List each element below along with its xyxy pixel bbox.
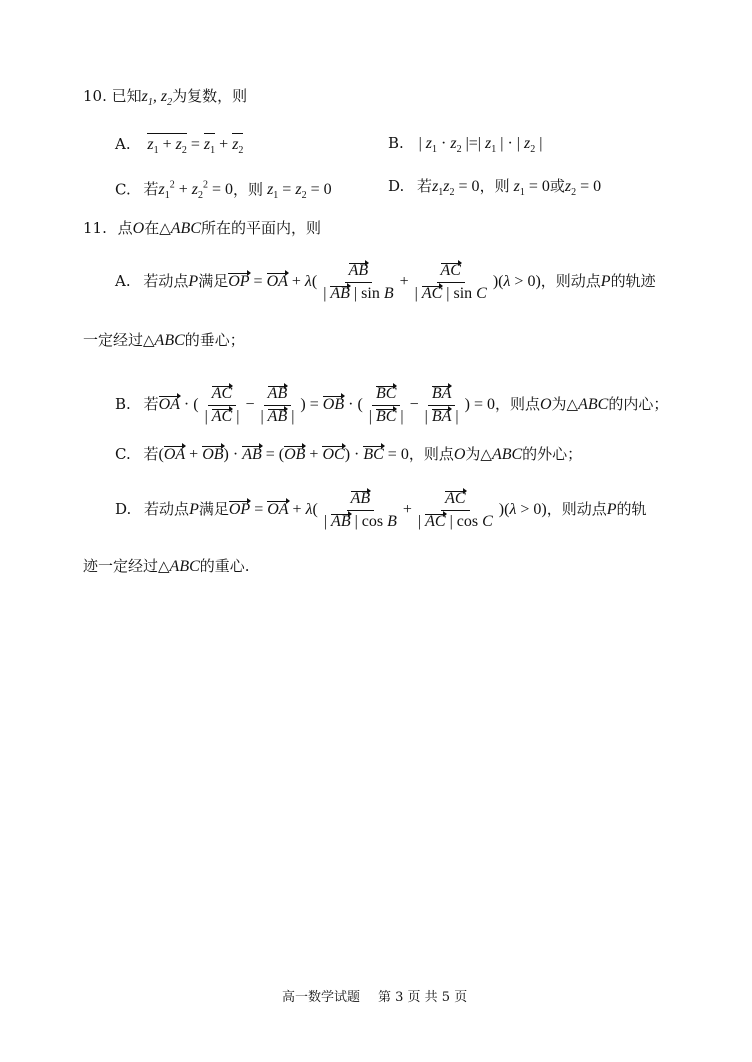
q10-c-text1: 若 <box>143 180 159 199</box>
q10-z-vars: $z_1$, $z_2$ <box>141 88 173 109</box>
q11-d-cont-text2: 的重心. <box>199 557 250 575</box>
q10-d-label: D. <box>388 177 405 195</box>
q10-d-formula3: $z_2 = 0$ <box>564 178 602 199</box>
q10-stem <box>83 86 247 113</box>
q11-d-label: D. <box>115 500 132 519</box>
q11-d-text3: ，则动点 <box>546 500 607 519</box>
q11-triangle-abc: ABC <box>170 220 201 237</box>
q10-c-formula2: $z_1 = z_2 = 0$ <box>267 181 332 202</box>
q11-a-cont-text2: 的垂心； <box>184 331 245 349</box>
q10-c-formula1: $z_1^2 + z_2^2 = 0$ <box>158 180 234 202</box>
q11-option-b <box>115 385 668 426</box>
q11-option-d-cont <box>83 556 250 577</box>
q11-c-abc: ABC <box>491 446 523 463</box>
q10-d-formula1: $z_1z_2 = 0$ <box>432 178 480 199</box>
q10-stem-text: 已知 <box>111 87 142 105</box>
q11-c-text4: 的外心； <box>522 445 583 463</box>
q10-d-text3: 或 <box>549 177 565 195</box>
q11-c-point-o: O <box>453 446 466 463</box>
q11-d-text1: 若动点 <box>144 500 190 519</box>
q10-b-label: B. <box>388 134 404 152</box>
q11-c-text2: ，则点 <box>408 445 454 463</box>
q11-b-label: B. <box>115 395 131 414</box>
q11-option-d <box>115 490 647 531</box>
q11-stem-text1: 点 <box>117 219 133 237</box>
q11-point-o: O <box>132 220 145 237</box>
q11-b-text3: 为△ <box>551 395 579 414</box>
q11-d-point-p: P <box>189 501 199 519</box>
q10-d-text2: ，则 <box>479 177 510 195</box>
q11-b-text4: 的内心； <box>608 395 669 414</box>
q10-number: 10. <box>83 87 107 105</box>
q11-d-text4: 的轨 <box>616 500 647 519</box>
q10-b-formula: | $z_1 \cdot z_2$ |=| $z_1$ | · | $z_2$ | <box>418 135 543 156</box>
q10-option-b <box>388 133 542 160</box>
q10-d-formula2: $z_1 = 0$ <box>513 178 550 199</box>
q10-d-text1: 若 <box>417 177 433 195</box>
q10-a-formula: $z_1 + z_2 = z_1 + z_2$ <box>147 136 243 153</box>
q11-number: 11. <box>83 219 107 237</box>
q11-stem <box>83 218 321 239</box>
q10-option-c <box>115 176 332 207</box>
q11-option-c <box>115 444 582 465</box>
q11-option-a-cont <box>83 330 245 351</box>
q11-option-a <box>115 262 656 303</box>
footer-right: 第 3 页 共 5 页 <box>378 990 468 1005</box>
q10-option-a <box>115 133 243 161</box>
q10-option-d <box>388 176 601 203</box>
q11-a-text4: 的轨迹 <box>610 272 656 291</box>
q10-c-label: C. <box>115 180 131 199</box>
q11-c-formula: (OA + OB) · AB = (OB + OC) · BC = 0 <box>158 446 409 463</box>
q11-c-label: C. <box>115 445 131 463</box>
q11-b-formula: OA · ( $\frac{AC}{| AC |}$ − $\frac{AB}{| AB |}$ ) = OB · ( $\frac{BC}{| BC |}$ − $\frac{BA}{| BA |}$ ) = 0 <box>158 385 495 425</box>
q10-stem-text2: 为复数，则 <box>172 87 248 105</box>
q11-stem-text3: 所在的平面内，则 <box>200 219 321 237</box>
q10-a-label: A. <box>115 135 131 153</box>
q11-b-text2: ，则点 <box>494 395 540 414</box>
footer-left: 高一数学试题 <box>282 990 361 1005</box>
q11-d-text2: 满足 <box>198 500 229 519</box>
q11-c-text3: 为△ <box>465 445 492 463</box>
q11-a-cont-text: 一定经过△ <box>83 331 155 349</box>
footer-page <box>378 986 467 1005</box>
q11-d-formula: OP = OA + λ( $\frac{AB}{\text{| AB | cos B}}$ + $\frac{AC}{\text{| AC | cos C}}$ )(λ > 0) <box>228 490 547 530</box>
q11-a-cont-abc: ABC <box>154 332 185 349</box>
q11-a-text2: 满足 <box>198 272 229 291</box>
q11-a-point-p2: P <box>600 273 611 291</box>
q11-d-cont-text: 迹一定经过△ <box>83 557 170 575</box>
q11-b-text1: 若 <box>143 395 159 414</box>
footer-title <box>282 986 360 1005</box>
q11-a-point-p: P <box>188 273 199 291</box>
q11-c-text1: 若 <box>143 445 159 463</box>
q11-b-point-o: O <box>539 396 552 414</box>
q10-c-text2: ，则 <box>233 180 264 199</box>
q11-a-label: A. <box>115 272 131 291</box>
q11-a-text3: ，则动点 <box>540 272 601 291</box>
q11-d-cont-abc: ABC <box>169 558 200 575</box>
q11-a-text1: 若动点 <box>143 272 189 291</box>
q11-a-formula: OP = OA + λ( $\frac{AB}{\text{| AB | sin B}}$ + $\frac{AC}{\text{| AC | sin C}}$ )(λ > 0) <box>228 262 541 302</box>
q11-b-abc: ABC <box>578 396 609 414</box>
q11-d-point-p2: P <box>606 501 617 519</box>
q11-stem-text2: 在△ <box>144 219 171 237</box>
